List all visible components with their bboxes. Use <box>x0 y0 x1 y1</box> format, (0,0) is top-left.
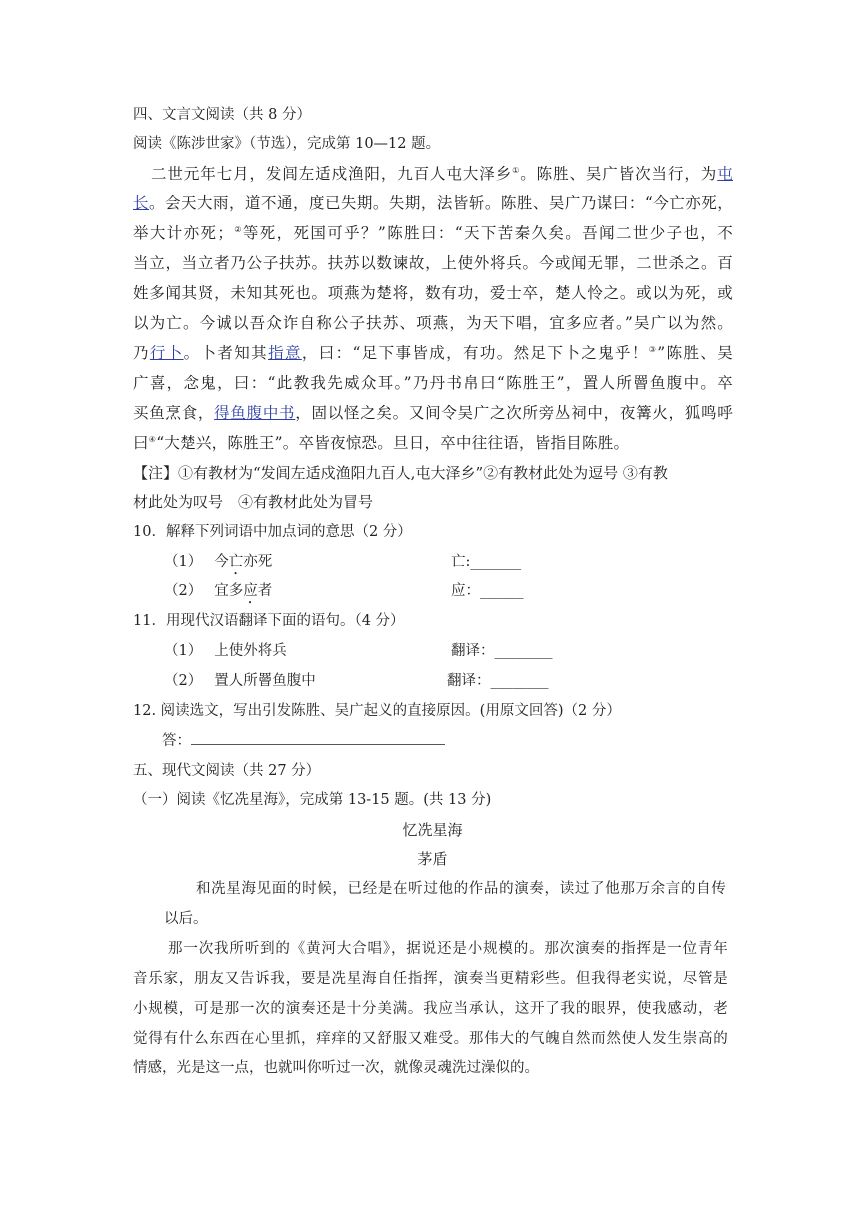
answer-label: 答： <box>162 733 191 749</box>
question-11-item <box>164 641 287 661</box>
article-line: 音乐家，朋友又告诉我，要是冼星海自任指挥，演奏当更精彩些。但我得老实说，尽管是 <box>133 971 728 987</box>
passage-text: 。卜者知其 <box>183 344 269 362</box>
passage-text: 等死，死国可乎？”陈胜曰：“天下苦秦久矣。吾闻二世少子也，不 <box>242 224 733 242</box>
passage-line <box>133 223 733 243</box>
item-number: （2） <box>164 583 203 599</box>
passage-text: 二世元年七月，发闾左适戍渔阳，九百人屯大泽乡 <box>151 165 513 183</box>
term-link[interactable]: 行卜 <box>149 344 184 362</box>
question-10-title: 10．解释下列词语中加点词的意思（2 分） <box>133 524 412 540</box>
passage-line: 广喜，念鬼，曰：“此教我先威众耳。”乃丹书帛曰“陈胜王”，置人所罾鱼腹中。卒 <box>133 374 733 392</box>
item-text: 者 <box>257 583 273 599</box>
item-number: （1） <box>164 554 203 570</box>
passage-text: 。陈胜、吴广皆次当行，为 <box>520 165 718 183</box>
passage-text: 买鱼烹食， <box>133 404 215 422</box>
answer-blank[interactable]: 翻译：________ <box>451 643 553 659</box>
item-text: 宜多 <box>214 583 244 599</box>
article-line: 那一次我所听到的《黄河大合唱》，据说还是小规模的。那次演奏的指挥是一位青年 <box>168 941 728 957</box>
dotted-word: 应 <box>243 583 258 599</box>
section4-heading: 四、文言文阅读（共 8 分） <box>133 107 311 123</box>
term-link[interactable]: 指意 <box>268 344 302 362</box>
passage-line <box>133 433 733 453</box>
article-title: 忆冼星海 <box>402 821 463 839</box>
question-12-title: 12. 阅读选文，写出引发陈胜、吴广起义的直接原因。(用原文回答)（2 分） <box>133 703 621 719</box>
article-line: 觉得有什么东西在心里抓，痒痒的又舒服又难受。那伟大的气魄自然而然使人发生崇高的 <box>133 1031 728 1047</box>
note-line: 材此处为叹号 ④有教材此处为冒号 <box>133 493 374 511</box>
footnote-marker: ④ <box>148 435 157 444</box>
passage-line <box>133 403 733 423</box>
passage-line: 以为亡。今诚以吾众诈自称公子扶苏、项燕，为天下唱，宜多应者。”吴广以为然。 <box>133 314 733 332</box>
term-link[interactable]: 屯 <box>717 165 733 183</box>
item-text: 今 <box>214 554 229 570</box>
note-line: 【注】①有教材为“发闾左适戍渔阳九百人,屯大泽乡”②有教材此处为逗号 ③有教 <box>133 464 668 482</box>
passage-line: 当立，当立者乃公子扶苏。扶苏以数谏故，上使外将兵。今或闻无罪，二世杀之。百 <box>133 254 733 272</box>
answer-line[interactable] <box>191 732 445 745</box>
section5-heading: 五、现代文阅读（共 27 分） <box>133 763 321 779</box>
article-line: 小规模，可是那一次的演奏还是十分美满。我应当承认，这开了我的眼界，使我感动，老 <box>133 1001 728 1017</box>
passage-line <box>133 343 733 363</box>
question-11-title: 11．用现代汉语翻译下面的语句。（4 分） <box>133 613 405 629</box>
article-line: 以后。 <box>164 911 208 927</box>
footnote-marker: ② <box>233 225 243 234</box>
item-text: 上使外将兵 <box>214 643 287 659</box>
footnote-marker: ③ <box>648 345 658 354</box>
passage-text: 举大计亦死； <box>133 224 234 242</box>
passage-line <box>133 193 733 213</box>
question-10-item <box>164 581 272 607</box>
term-link[interactable]: 长 <box>133 194 149 212</box>
item-text: 亦死 <box>243 554 273 570</box>
question-11-item <box>164 671 316 691</box>
footnote-marker: ① <box>512 166 521 175</box>
passage-text: ，固以怪之矣。又间令吴广之次所旁丛祠中，夜篝火，狐鸣呼 <box>295 404 733 422</box>
question-10-item <box>164 552 272 578</box>
term-link[interactable]: 得鱼腹中书 <box>214 404 296 422</box>
passage-line <box>151 164 733 184</box>
section4-instruction: 阅读《陈涉世家》（节选），完成第 10—12 题。 <box>133 136 441 152</box>
question-12-answer <box>162 731 445 751</box>
passage-text: “大楚兴，陈胜王”。卒皆夜惊恐。旦日，卒中往往语，皆指目陈胜。 <box>156 434 630 452</box>
dotted-word: 亡 <box>228 554 244 570</box>
item-number: （2） <box>164 673 203 689</box>
article-author: 茅盾 <box>417 850 448 868</box>
passage-text: 乃 <box>133 344 150 362</box>
item-text: 置人所罾鱼腹中 <box>214 673 316 689</box>
answer-blank[interactable]: 亡:_______ <box>451 554 522 570</box>
article-line: 和冼星海见面的时候，已经是在听过他的作品的演奏，读过了他那万余言的自传 <box>196 881 726 897</box>
item-number: （1） <box>164 643 203 659</box>
passage-text: ”陈胜、吴 <box>657 344 733 362</box>
section5-subheading: （一）阅读《忆冼星海》，完成第 13-15 题。(共 13 分) <box>133 792 492 808</box>
passage-text: 曰 <box>133 434 149 452</box>
article-line: 情感，光是这一点，也就叫你听过一次，就像灵魂洗过澡似的。 <box>133 1060 539 1076</box>
answer-blank[interactable]: 翻译：________ <box>447 673 549 689</box>
passage-text: 。会天大雨，道不通，度已失期。失期，法皆斩。陈胜、吴广乃谋曰：“今亡亦死， <box>149 194 733 212</box>
answer-blank[interactable]: 应：______ <box>451 583 524 599</box>
passage-text: ，曰：“足下事皆成，有功。然足下卜之鬼乎！ <box>301 344 649 362</box>
passage-line: 姓多闻其贤，未知其死也。项燕为楚将，数有功，爱士卒，楚人怜之。或以为死，或 <box>133 284 733 302</box>
